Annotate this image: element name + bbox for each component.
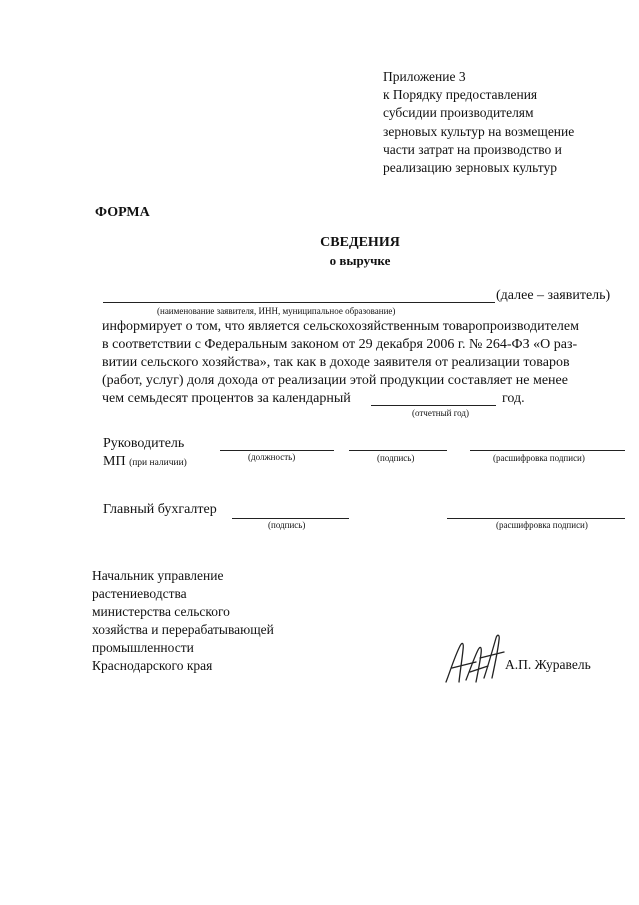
director-label: Руководитель [103,436,185,451]
applicant-tail-text: (далее – заявитель) [496,288,611,303]
official-title-block [92,567,274,675]
mp-note: (при наличии) [129,458,187,468]
director-decode-line[interactable] [470,450,625,451]
official-title-line: министерства сельского [92,604,230,619]
official-title-line: растениеводства [92,586,187,601]
official-title-line: промышленности [92,640,194,655]
director-position-hint: (должность) [248,452,296,462]
year-line[interactable] [371,405,496,406]
applicant-name-line[interactable] [103,302,495,303]
mp-text: МП [103,454,126,469]
handwritten-signature [440,628,510,690]
body-line-last: чем семьдесят процентов за календарный [102,391,351,406]
appendix-line: Приложение 3 [383,69,466,84]
year-hint: (отчетный год) [412,408,469,418]
body-line: информирует о том, что является сельскохозяйственным товаропроизводителем [102,319,579,334]
accountant-decode-hint: (расшифровка подписи) [496,520,588,530]
mp-label [103,454,187,470]
form-label: ФОРМА [95,205,150,220]
director-signature-hint: (подпись) [377,453,415,463]
accountant-signature-line[interactable] [232,518,349,519]
appendix-line: субсидии производителям [383,105,534,121]
director-decode-hint: (расшифровка подписи) [493,453,585,463]
document-subtitle: о выручке [329,253,391,268]
document-title: СВЕДЕНИЯ [320,235,400,250]
official-name: А.П. Журавель [505,657,591,672]
appendix-block [383,68,574,177]
accountant-signature-hint: (подпись) [268,520,306,530]
official-title-line: Краснодарского края [92,658,213,673]
appendix-line: зерновых культур на возмещение [383,123,575,139]
year-word: год. [502,391,525,406]
applicant-hint: (наименование заявителя, ИНН, муниципальное образование) [157,306,396,316]
body-line: витии сельского хозяйства», так как в доходе заявителя от реализации товаров [102,355,570,370]
official-title-line: Начальник управление [92,568,224,583]
director-position-line[interactable] [220,450,334,451]
appendix-line: к Порядку предоставления [383,87,538,103]
appendix-line: части затрат на производство и [383,141,562,157]
accountant-label: Главный бухгалтер [103,502,217,517]
director-signature-line[interactable] [349,450,447,451]
body-line: в соответствии с Федеральным законом от 29 декабря 2006 г. № 264-ФЗ «О раз- [102,337,578,352]
accountant-decode-line[interactable] [447,518,625,519]
body-line: (работ, услуг) доля дохода от реализации этой продукции составляет не менее [102,373,568,388]
appendix-line: реализацию зерновых культур [383,160,557,176]
official-title-line: хозяйства и перерабатывающей [92,622,274,637]
